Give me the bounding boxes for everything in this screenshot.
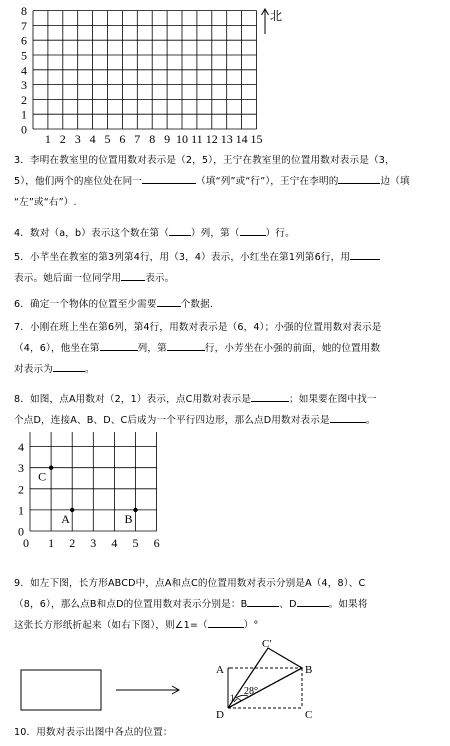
grid1-x-label: 5	[104, 132, 111, 146]
q3-blank-1[interactable]	[142, 172, 196, 184]
q3-line1: 3．李明在教室里的位置用数对表示是（2，5），王宁在教室里的位置用数对表示是（3，	[14, 155, 395, 166]
coordinate-grid-2	[0, 432, 170, 572]
coordinate-grid-1	[0, 0, 300, 148]
q4-blank-1[interactable]	[169, 224, 191, 236]
grid1-y-label: 3	[21, 78, 27, 93]
q3-line3: “左”或“右”）.	[14, 197, 77, 208]
grid2-y-label	[18, 432, 24, 433]
grid1-x-label: 10	[176, 132, 188, 146]
grid2-y-label: 3	[18, 461, 24, 476]
fold-angle-label: 28°	[244, 686, 258, 697]
q8-blank-1[interactable]	[251, 390, 289, 402]
grid2-x-labels	[23, 536, 160, 550]
grid1-x-label: 1	[44, 132, 51, 146]
fold-label-B: B	[305, 664, 313, 676]
q4-blank-2[interactable]	[240, 224, 266, 236]
point-label-C: C	[38, 469, 47, 484]
grid1-y-label: 6	[21, 33, 27, 48]
grid2-x-label: 0	[23, 536, 29, 550]
grid1-x-label: 8	[149, 132, 156, 146]
q9-blank-D[interactable]	[297, 595, 329, 607]
grid1-x-label: 7	[134, 132, 141, 146]
grid2-x-label: 5	[132, 536, 139, 550]
rectangle-abcd	[21, 670, 101, 710]
north-label: 北	[270, 9, 283, 23]
q7-blank-1[interactable]	[100, 339, 138, 351]
grid2-y-label: 1	[18, 503, 24, 518]
fold-label-D: D	[216, 709, 224, 721]
grid1-x-label: 15	[250, 132, 263, 146]
grid2-y-label: 2	[18, 482, 24, 497]
grid2-y-label: 0	[18, 524, 24, 539]
point-A	[70, 508, 74, 512]
grid2-y-label: 4	[18, 440, 24, 455]
point-label-A: A	[61, 511, 70, 526]
grid1-y-label: 5	[21, 48, 27, 63]
q5-blank-2[interactable]	[121, 269, 145, 281]
q5-blank-1[interactable]	[350, 248, 380, 260]
q9-blank-B[interactable]	[247, 595, 279, 607]
point-C	[49, 466, 53, 470]
question-9: 9．如左下图，长方形ABCD中，点A和点C的位置用数对表示分别是A（4，8）、C （8，6），那么点B和点D的位置用数对表示分别是：B 、D 。如果将 这张长方形纸折起来（如右下图），则∠1=（ ）°	[14, 578, 368, 631]
question-5: 5．小芊坐在教室的第3列第4行，用（3，4）表示，小红坐在第1列第6行，用 表示。她后面一位同学用 表示。	[14, 247, 439, 289]
grid2-x-label: 3	[90, 536, 97, 550]
grid1-x-label: 14	[235, 132, 248, 146]
q7-blank-2[interactable]	[167, 339, 205, 351]
grid1-x-label: 11	[191, 132, 203, 146]
grid1-x-label: 4	[89, 132, 96, 146]
grid1-y-label: 4	[21, 63, 27, 78]
q8-blank-2[interactable]	[330, 411, 366, 423]
grid1-x-label: 13	[220, 132, 233, 146]
grid1-x-label: 2	[59, 132, 66, 146]
fold-angle1-label: 1	[230, 693, 235, 703]
q6-blank[interactable]	[157, 295, 181, 307]
fold-label-C-prime: C′	[262, 640, 272, 650]
grid2-x-label: 1	[48, 536, 55, 550]
grid2-x-label: 4	[111, 536, 118, 550]
grid1-y-label: 2	[21, 92, 27, 107]
question-6: 6．确定一个物体的位置至少需要 个数据.	[14, 294, 439, 315]
point-B	[133, 508, 137, 512]
grid1-y-label: 7	[21, 18, 27, 33]
q7-blank-3[interactable]	[53, 360, 85, 372]
grid2-x-label: 6	[153, 536, 160, 550]
question-8: 8．如图，点A用数对（2，1）表示，点C用数对表示是 ；如果要在图中找一 个点D，连接A、B、D、C后成为一个平行四边形，那么点D用数对表示是 。	[14, 389, 439, 431]
grid1-x-label: 3	[74, 132, 81, 146]
fold-label-A: A	[216, 664, 224, 676]
grid1-y-label: 0	[21, 122, 27, 137]
question-4: 4．数对（a，b）表示这个数在第（ ）列，第（ ）行。	[14, 223, 439, 244]
fold-label-C: C	[305, 709, 313, 721]
question-7: 7．小刚在班上坐在第6列，第4行，用数对表示是（6，4）；小强的位置用数对表示是 （4，6），他坐在第 列，第 行，小芳坐在小强的前面，她的位置用数 对表示为 。	[14, 322, 382, 375]
grid2-x-label: 2	[69, 536, 76, 550]
grid1-y-label: 8	[21, 4, 27, 19]
q3-blank-2[interactable]	[338, 172, 380, 184]
grid1-y-labels	[21, 4, 27, 136]
grid1-x-labels	[45, 132, 263, 146]
point-label-B: B	[124, 511, 133, 526]
q9-blank-angle[interactable]	[208, 616, 244, 628]
grid1-y-label: 1	[21, 107, 27, 122]
grid1-x-label: 9	[164, 132, 171, 146]
fold-figure	[0, 640, 450, 722]
grid2-y-labels	[18, 432, 24, 539]
question-3: 3．李明在教室里的位置用数对表示是（2，5），王宁在教室里的位置用数对表示是（3， 5），他们两个的座位处在同一 （填“列”或“行”），王宁在李明的 边（填 “左”或“右”）.	[14, 150, 439, 213]
question-10: 10．用数对表示出图中各点的位置：	[14, 727, 173, 738]
grid1-x-label: 6	[119, 132, 126, 146]
grid2-points	[38, 466, 138, 526]
grid1-x-label: 12	[205, 132, 218, 146]
